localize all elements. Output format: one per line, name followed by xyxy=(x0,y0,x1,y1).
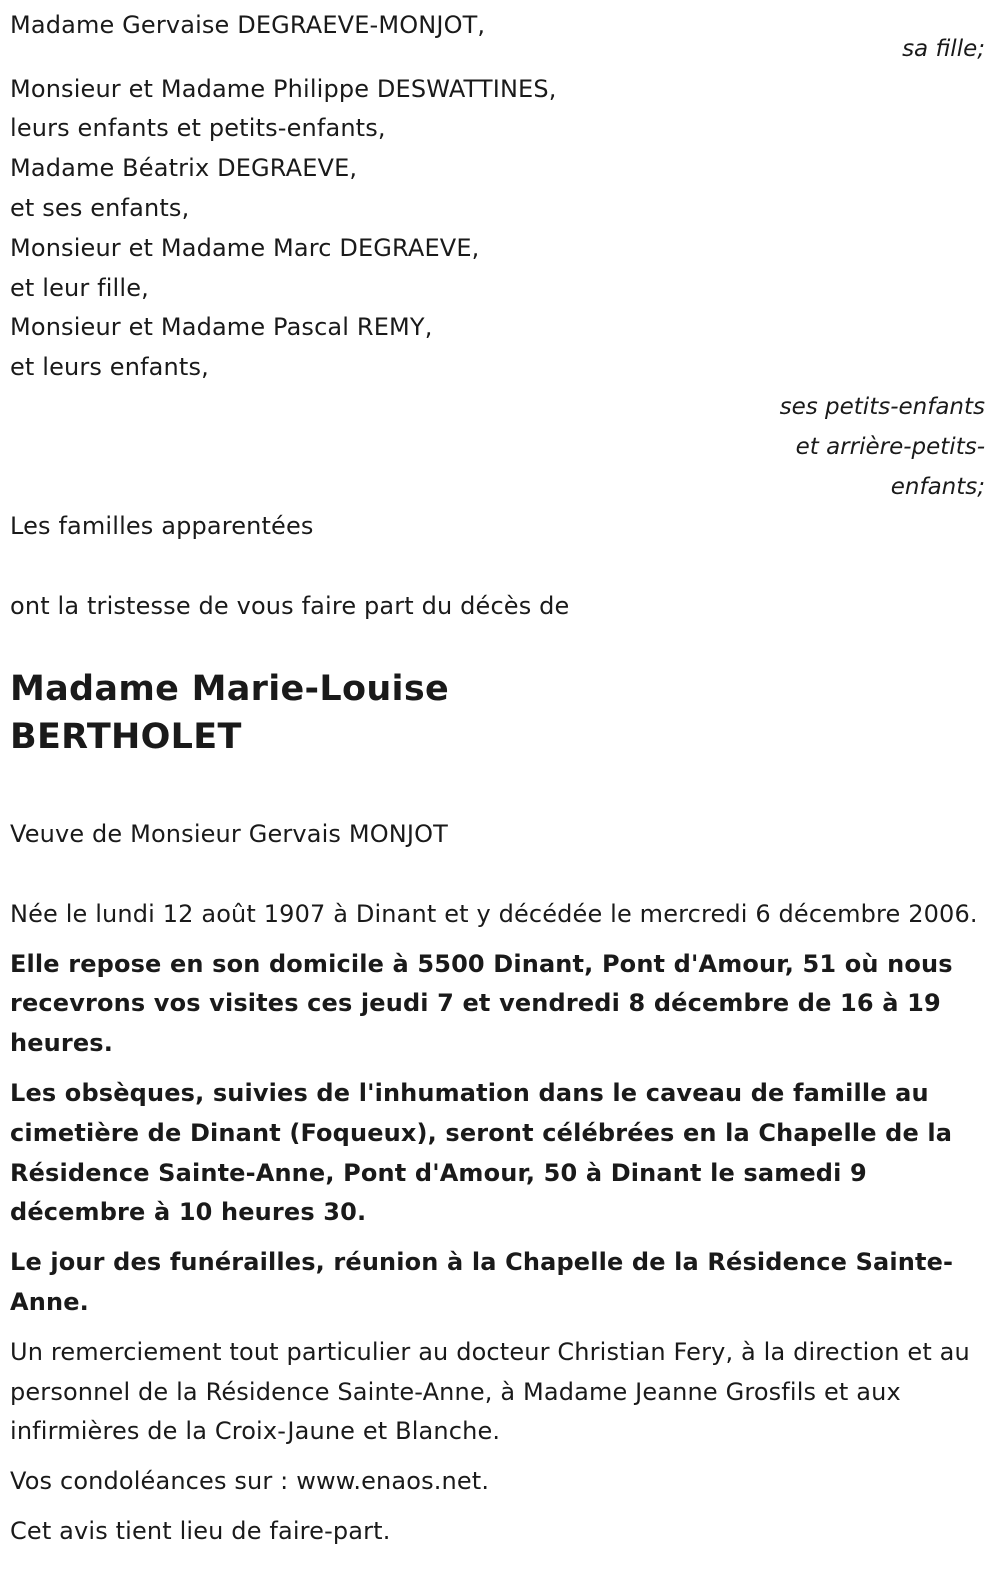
family-line: Monsieur et Madame Philippe DESWATTINES, xyxy=(10,74,557,103)
notice: Cet avis tient lieu de faire-part. xyxy=(10,1516,391,1545)
funeral-meeting: Le jour des funérailles, réunion à la Chapelle de la Résidence Sainte-Anne. xyxy=(10,1248,954,1316)
obituary-notice xyxy=(10,6,985,1552)
family-line: Madame Béatrix DEGRAEVE, xyxy=(10,154,358,183)
family-line: Monsieur et Madame Marc DEGRAEVE, xyxy=(10,233,480,262)
role-grandchildren: ses petits-enfants et arrière-petits- enfants; xyxy=(779,393,985,500)
deceased-name-line2: BERTHOLET xyxy=(10,716,242,757)
family-line: leurs enfants et petits-enfants, xyxy=(10,114,386,143)
role-daughter: sa fille; xyxy=(902,35,985,62)
deceased-name-line1: Madame Marie-Louise xyxy=(10,668,450,709)
condolences: Vos condoléances sur : www.enaos.net. xyxy=(10,1467,490,1496)
family-line: et leur fille, xyxy=(10,273,149,302)
funeral-details: Les obsèques, suivies de l'inhumation dans le caveau de famille au cimetière de Dinant (Foqueux), seront célébrées en la Chapelle de la Résidence Sainte-Anne, Pont d'Amour, 50 à Dinant le samedi 9 décembre à 10 heures 30. xyxy=(10,1078,953,1227)
family-list xyxy=(10,70,985,388)
family-line: Monsieur et Madame Pascal REMY, xyxy=(10,313,433,342)
widow-of: Veuve de Monsieur Gervais MONJOT xyxy=(10,819,448,848)
birth-death: Née le lundi 12 août 1907 à Dinant et y décédée le mercredi 6 décembre 2006. xyxy=(10,899,978,928)
family-line: et ses enfants, xyxy=(10,193,190,222)
related-families: Les familles apparentées xyxy=(10,512,314,541)
deceased-name xyxy=(10,665,985,761)
announcement: ont la tristesse de vous faire part du décès de xyxy=(10,592,570,621)
visitation: Elle repose en son domicile à 5500 Dinant, Pont d'Amour, 51 où nous recevrons vos visites ces jeudi 7 et vendredi 8 décembre de 16 à 19 heures. xyxy=(10,949,953,1058)
family-line-daughter: Madame Gervaise DEGRAEVE-MONJOT, xyxy=(10,11,486,39)
family-line: et leurs enfants, xyxy=(10,353,209,382)
thanks: Un remerciement tout particulier au docteur Christian Fery, à la direction et au personnel de la Résidence Sainte-Anne, à Madame Jeanne Grosfils et aux infirmières de la Croix-Jaune et Blanche. xyxy=(10,1337,970,1446)
